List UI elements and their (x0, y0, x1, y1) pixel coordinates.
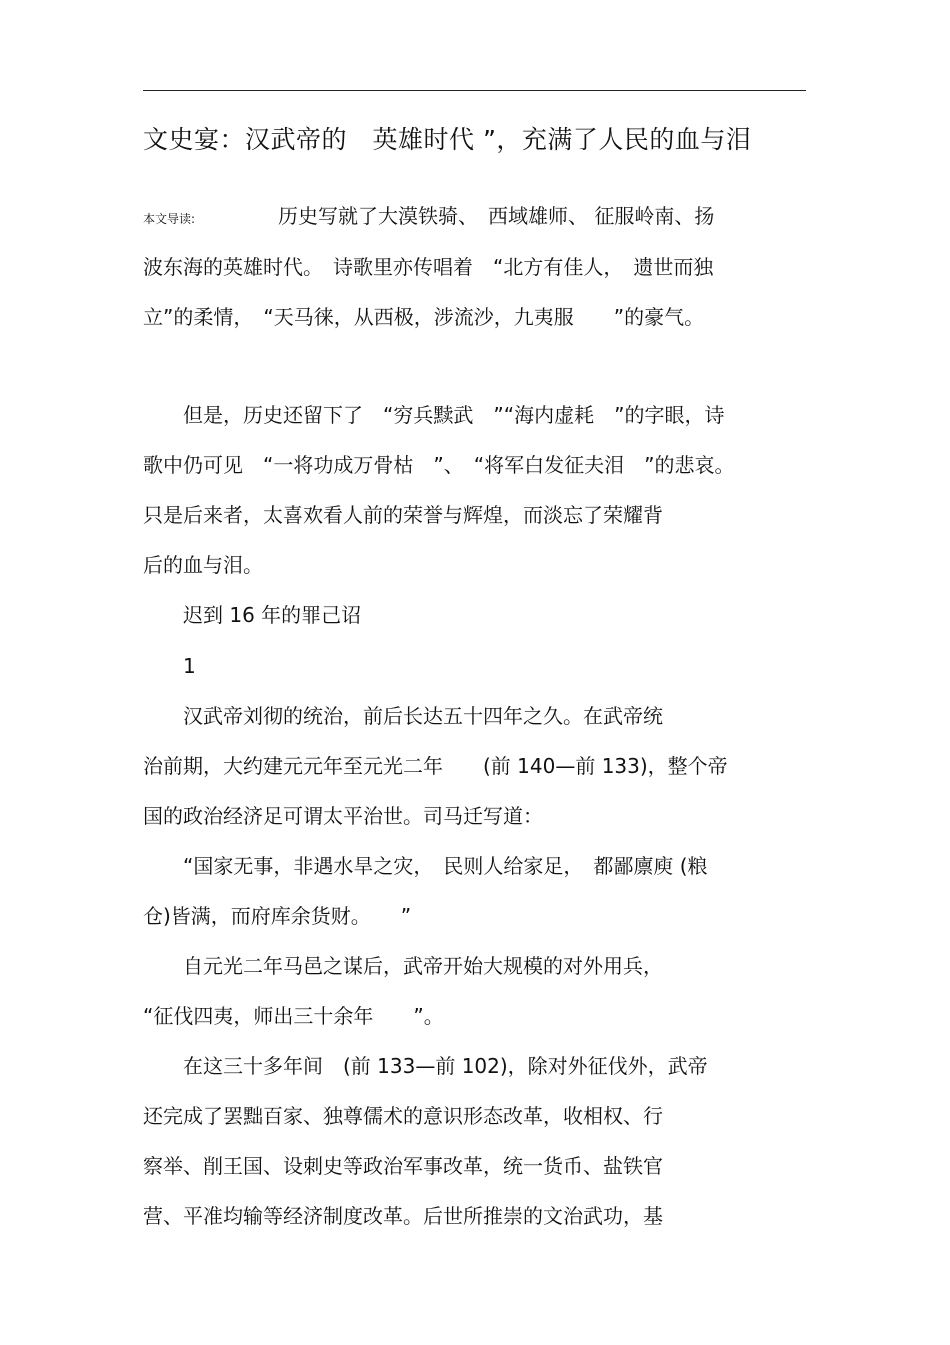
section-number: 1 (143, 654, 196, 678)
intro-line: 立”的柔情， “天马徕，从西极，涉流沙，九夷服 ”的豪气。 (143, 305, 705, 329)
header-rule (143, 90, 806, 91)
paragraph-line: 自元光二年马邑之谋后，武帝开始大规模的对外用兵， (143, 954, 663, 978)
quote-line: “国家无事，非遇水旱之灾， 民则人给家足， 都鄙廪庾 (粮 (143, 854, 708, 878)
paragraph-line: 察举、削王国、设刺史等政治军事改革，统一货币、盐铁官 (143, 1154, 663, 1178)
paragraph-line: 汉武帝刘彻的统治，前后长达五十四年之久。在武帝统 (143, 704, 663, 728)
intro-text: 历史写就了大漠铁骑、 西域雄师、 征服岭南、扬 (278, 204, 715, 228)
section-heading: 迟到 16 年的罪己诏 (143, 603, 362, 627)
article-title: 文史宴：汉武帝的 英雄时代 ”，充满了人民的血与泪 (143, 125, 752, 154)
paragraph-line: 营、平准均输等经济制度改革。后世所推崇的文治武功，基 (143, 1204, 663, 1228)
paragraph-line: 后的血与泪。 (143, 553, 263, 577)
paragraph-line: 在这三十多年间 (前 133—前 102)，除对外征伐外，武帝 (143, 1054, 708, 1078)
intro-line: 波东海的英雄时代。 诗歌里亦传唱着 “北方有佳人， 遗世而独 (143, 255, 714, 279)
paragraph-line: 歌中仍可见 “一将功成万骨枯 ”、 “将军白发征夫泪 ”的悲哀。 (143, 453, 735, 477)
paragraph-line: “征伐四夷，师出三十余年 ”。 (143, 1004, 444, 1028)
paragraph-line: 还完成了罢黜百家、独尊儒术的意识形态改革，收相权、行 (143, 1104, 663, 1128)
intro-line (143, 201, 714, 234)
intro-label: 本文导读: (143, 212, 196, 226)
paragraph-line: 只是后来者，太喜欢看人前的荣誉与辉煌，而淡忘了荣耀背 (143, 503, 663, 527)
paragraph-line: 治前期，大约建元元年至元光二年 (前 140—前 133)，整个帝 (143, 754, 728, 778)
paragraph-line: 但是，历史还留下了 “穷兵黩武 ”“海内虚耗 ”的字眼，诗 (143, 403, 725, 427)
paragraph-line: 国的政治经济足可谓太平治世。司马迁写道： (143, 804, 543, 828)
quote-line: 仓)皆满，而府库余货财。 ” (143, 904, 412, 928)
